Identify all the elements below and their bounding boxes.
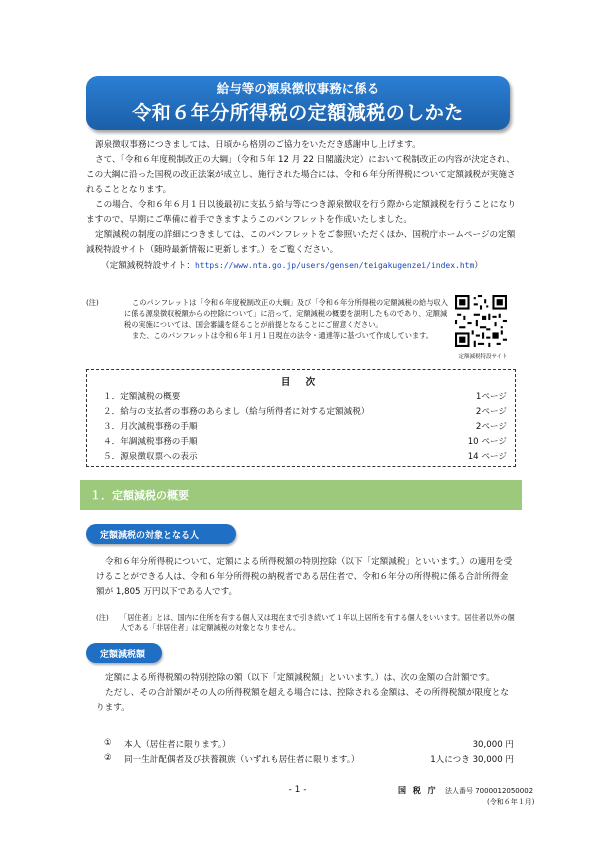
site-label: （定額減税特設サイト： <box>101 261 195 271</box>
item-amount: 1人につき 30,000 円 <box>430 755 514 765</box>
note-text: また、このパンフレットは令和６年１月１日現在の法令・通達等に基づいて作成しています。 <box>132 331 433 340</box>
resident-note-text: 「居住者」とは、国内に住所を有する個人又は現在まで引き続いて１年以上居所を有する個人をいいます。居住者以外の個人である「非居住者」は定額減税の対象となりません。 <box>120 613 515 632</box>
note-label: (注) <box>86 298 99 307</box>
page-number: - 1 - <box>288 785 307 795</box>
intro-paragraph: 定額減税の制度の詳細につきましては、このパンフレットをご参照いただくほか、国税庁ホームページの定額減税特設サイト（随時最新情報に更新します。）をご覧ください。 <box>86 230 516 255</box>
reduction-amount-text: 定額による所得税額の特別控除の額（以下「定額減税額」といいます。）は、次の金額の合計額です。 ただし、その合計額がその人の所得税額を超える場合には、控除される金額は、その所得税額が限度となります。 <box>96 673 509 713</box>
publish-date: (令和６年１月) <box>487 798 535 806</box>
subheading-reduction-amount: 定額減税額 <box>86 643 162 663</box>
agency-name: 国 税 庁 <box>398 786 438 795</box>
site-close: ） <box>474 261 483 271</box>
title-banner <box>86 76 510 130</box>
special-site-line <box>86 258 516 274</box>
intro-paragraph: この場合、令和６年６月１日以後最初に支払う給与等につき源泉徴収を行う際から定額減税を行うことになりますので、早期にご準備に着手できますようこのパンフレットを作成いたしました。 <box>86 200 516 225</box>
banner-subtitle: 給与等の源泉徴収事務に係る <box>216 81 380 96</box>
corporate-number: 法人番号 7000012050002 <box>445 787 534 795</box>
item-number: ① <box>104 738 112 748</box>
toc-item[interactable]: ４．年調減税事務の手順 10 ページ <box>103 437 507 447</box>
qr-code-icon[interactable] <box>455 295 507 347</box>
resident-note: (注) 「居住者」とは、国内に住所を有する個人又は現在まで引き続いて１年以上居所を有する個人をいいます。居住者以外の個人である「非居住者」は定額減税の対象となりません。 <box>96 613 515 632</box>
table-of-contents <box>86 369 516 467</box>
item-number: ② <box>104 753 112 763</box>
note-text: このパンフレットは「令和６年度税制改正の大綱」及び「令和６年分所得税の定額減税の給与収入に係る源泉徴収税額からの控除について」に沿って、定額減税の概要を説明したものであり、定額減税の実施については、国会審議を経ることが前提となることにご留意ください。 <box>124 298 448 329</box>
pamphlet-note <box>86 297 448 341</box>
item-amount: 30,000 円 <box>472 740 514 750</box>
intro-section <box>86 138 516 274</box>
eligibility-text: 令和６年分所得税について、定額による所得税額の特別控除（以下「定額減税」といいます。）の適用を受けることができる人は、令和６年分所得税の納税者である居住者で、令和６年分の所得税に係る合計所得金額が 1,805 万円以下である人です。 <box>96 557 513 597</box>
toc-item[interactable]: ５．源泉徴収票への表示 14 ページ <box>103 452 507 462</box>
toc-item[interactable]: ３．月次減税事務の手順 2ページ <box>103 422 507 432</box>
intro-paragraph: さて、「令和６年度税制改正の大綱」（令和５年 12 月 22 日閣議決定）において税制改正の内容が決定され、この大綱に沿った国税の改正法案が成立し、施行された場合には、令和６年分所得税について定額減税が実施されることとなります。 <box>86 155 516 195</box>
intro-paragraph: 源泉徴収事務につきましては、日頃から格別のご協力をいただき感謝申し上げます。 <box>95 140 421 150</box>
section-title: １．定額減税の概要 <box>90 489 189 502</box>
item-label: 本人（居住者に限ります。） <box>124 740 231 750</box>
page-title: 令和６年分所得税の定額減税のしかた <box>132 102 464 124</box>
site-url-link[interactable]: https://www.nta.go.jp/users/gensen/teigakugenzei/index.htm <box>194 261 475 270</box>
subheading-eligibility: 定額減税の対象となる人 <box>86 524 236 544</box>
toc-title: 目 次 <box>280 377 322 388</box>
section-heading <box>80 480 522 510</box>
item-label: 同一生計配偶者及び扶養親族（いずれも居住者に限ります。） <box>124 755 360 765</box>
qr-caption: 定額減税特設サイト <box>458 354 508 360</box>
toc-item[interactable]: １．定額減税の概要 1ページ <box>103 392 507 402</box>
toc-item[interactable]: ２．給与の支払者の事務のあらまし（給与所得者に対する定額減税） 2ページ <box>103 407 507 417</box>
